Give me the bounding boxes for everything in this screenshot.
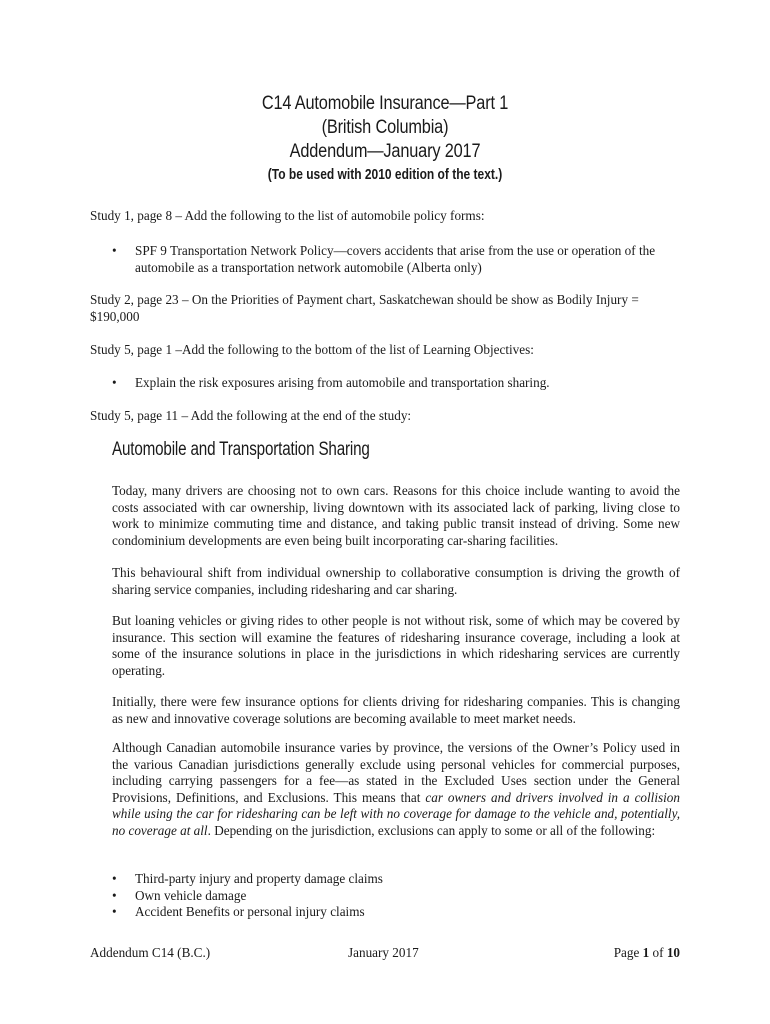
- section-bullet-list: [112, 871, 672, 921]
- bullet-icon: •: [112, 375, 117, 390]
- study5a-bullet-list: [112, 375, 672, 392]
- paragraph-text: Although Canadian automobile insurance varies by province, the versions of the Owner’s Policy used in the various Canadian jurisdictions generally exclude using personal vehicles for commercial purposes, including carrying passengers for a fee—as stated in the Excluded Uses section under the General Provisions, Definitions, and Exclusions. This means that: [112, 740, 680, 805]
- document-title: [0, 92, 770, 186]
- study1-bullet-list: [112, 243, 672, 276]
- study1-intro: Study 1, page 8 – Add the following to the list of automobile policy forms:: [90, 208, 485, 223]
- footer-date: January 2017: [348, 945, 419, 960]
- footer-left: Addendum C14 (B.C.): [90, 945, 211, 960]
- document-subtitle: (To be used with 2010 edition of the text.): [267, 166, 503, 183]
- page-of-label: of: [649, 945, 667, 960]
- study5b-intro: Study 5, page 11 – Add the following at the end of the study:: [90, 408, 412, 423]
- title-line-1: C14 Automobile Insurance—Part 1: [261, 93, 509, 114]
- section-heading: Automobile and Transportation Sharing: [112, 439, 370, 460]
- list-item-text: Accident Benefits or personal injury claims: [135, 904, 365, 919]
- list-item-text: Third-party injury and property damage claims: [135, 871, 383, 886]
- list-item: [112, 243, 672, 276]
- footer-page-number: [614, 945, 680, 961]
- list-item: [112, 375, 672, 392]
- section-paragraph-1: Today, many drivers are choosing not to own cars. Reasons for this choice include wanting to avoid the costs associated with car ownership, living downtown with its associated lack of parking, living close to work to minimize commuting time and distance, and taking public transit instead of driving. Some new condominium developments are even being built incorporating car-sharing facilities.: [112, 483, 680, 548]
- section-paragraph-4: Initially, there were few insurance options for clients driving for ridesharing companies. This is changing as new and innovative coverage solutions are becoming available to meet market needs.: [112, 694, 680, 726]
- title-line-3: Addendum—January 2017: [289, 141, 481, 162]
- bullet-icon: •: [112, 871, 117, 886]
- list-item-text: SPF 9 Transportation Network Policy—covers accidents that arise from the use or operation of the automobile as a transportation network automobile (Alberta only): [135, 243, 656, 275]
- paragraph-emphasis: car owners and drivers involved in a collision while using the car for ridesharing can be left with no coverage for damage to the vehicle and, potentially, no coverage at all: [112, 789, 680, 838]
- list-item-text: Explain the risk exposures arising from automobile and transportation sharing.: [135, 375, 550, 390]
- study2-text: Study 2, page 23 – On the Priorities of Payment chart, Saskatchewan should be show as Bodily Injury = $190,000: [90, 292, 639, 324]
- section-paragraph-3: But loaning vehicles or giving rides to other people is not without risk, some of which may be covered by insurance. This section will examine the features of ridesharing insurance coverage, including a look at some of the insurance solutions in place in the jurisdictions in which ridesharing services are currently operating.: [112, 613, 680, 678]
- page-total: 10: [666, 945, 680, 960]
- list-item: [112, 904, 672, 921]
- section-paragraph-5: [112, 740, 680, 839]
- bullet-icon: •: [112, 904, 117, 919]
- study5a-intro: Study 5, page 1 –Add the following to the bottom of the list of Learning Objectives:: [90, 342, 534, 357]
- paragraph-text: . Depending on the jurisdiction, exclusions can apply to some or all of the following:: [207, 822, 656, 838]
- list-item-text: Own vehicle damage: [135, 887, 247, 903]
- page-current: 1: [642, 945, 650, 960]
- title-line-2: (British Columbia): [321, 117, 449, 138]
- list-item: [112, 888, 672, 905]
- bullet-icon: •: [112, 887, 117, 903]
- list-item: [112, 871, 672, 888]
- section-paragraph-2: This behavioural shift from individual ownership to collaborative consumption is driving the growth of sharing service companies, including ridesharing and car sharing.: [112, 565, 680, 597]
- page-label: Page: [613, 945, 643, 960]
- bullet-icon: •: [112, 243, 117, 258]
